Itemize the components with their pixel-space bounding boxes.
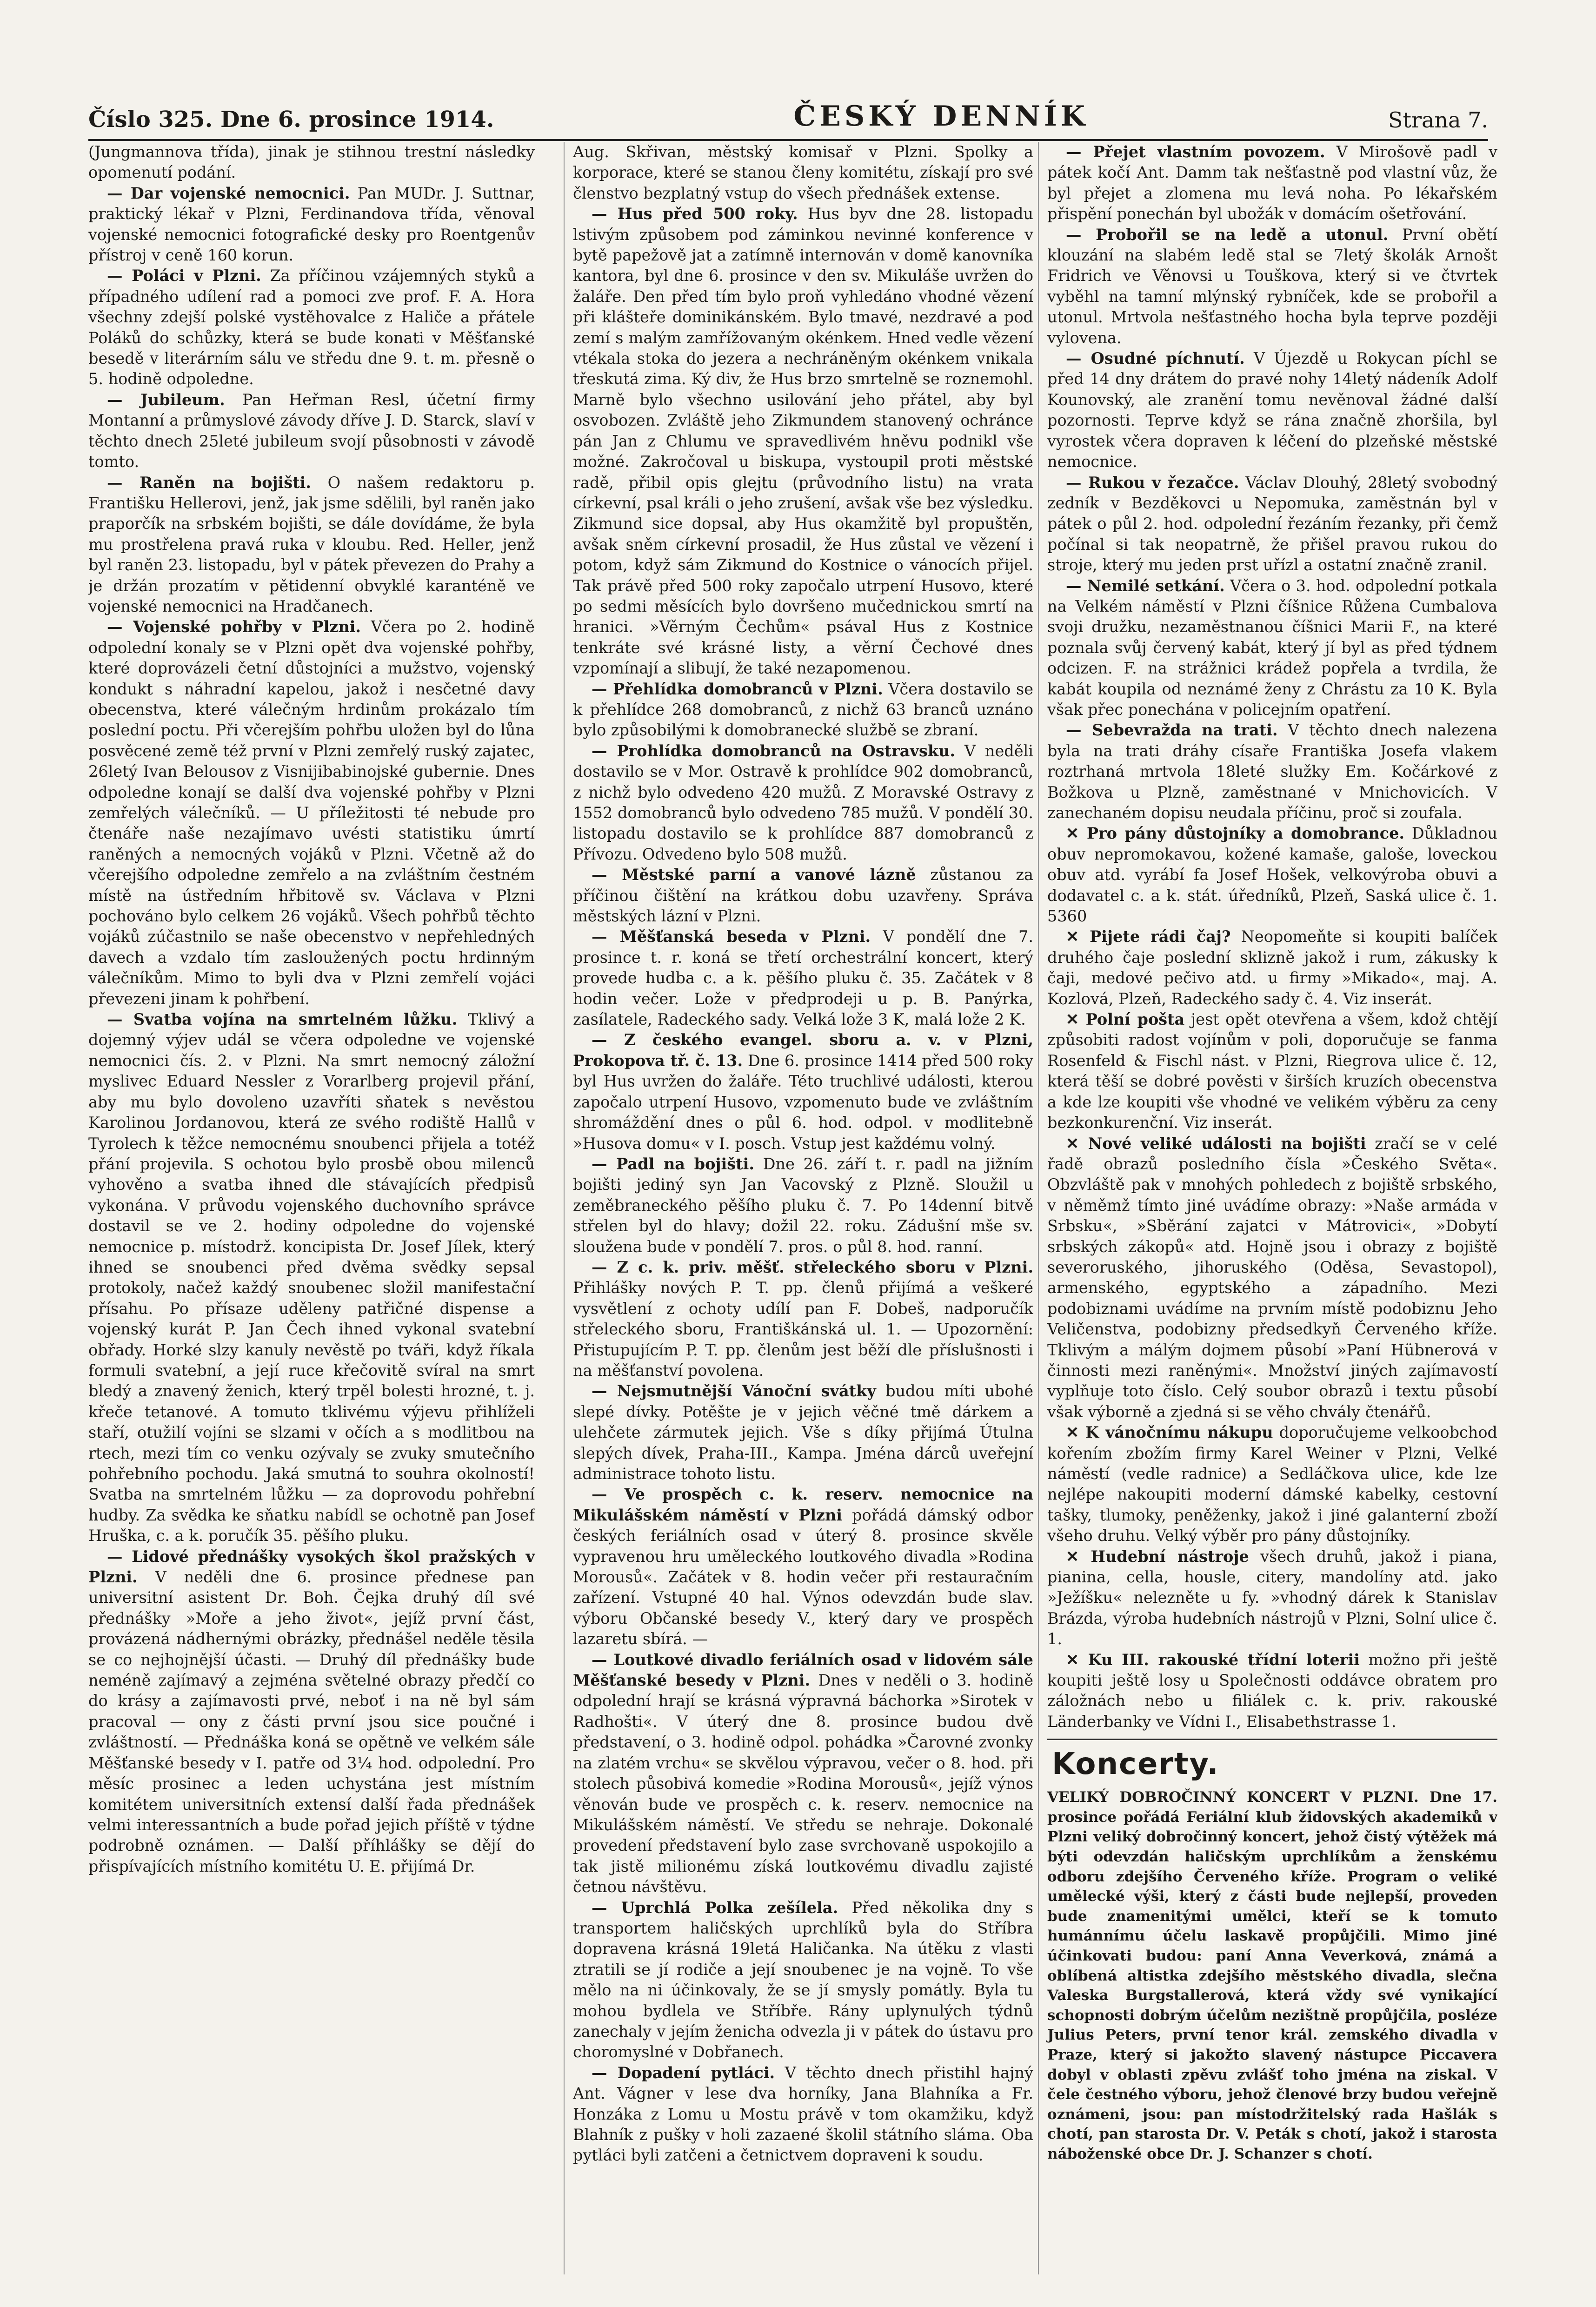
news-headline: — Loutkové divadlo feriálních osad v lidovém sále Měšťanské besedy v Plzni. [573,1650,1033,1690]
news-headline: — Dopadení pytláci. [592,2063,775,2082]
news-item [1047,576,1497,720]
news-text: Včera o 3. hod. odpolední potkala na Velkém náměstí v Plzni číšnice Růžena Cumbalova svoji družku, nezaměstnanou číšnici Marii F., na které poznala svůj červený kabát, který jí byl as před týdnem odcizen. F. na strážnici krádež popřela a tvrdila, že kabát koupila od neznámé ženy z Chrástu za 10 K. Byla však přec ponechána v policejním opatření. [1047,576,1497,719]
news-item [88,183,535,266]
news-item [88,266,535,389]
column-1 [88,142,535,2274]
news-text: V Újezdě u Rokycan píchl se před 14 dny drátem do pravé nohy 14letý nádeník Adolf Kounovský, ale zranění tomu nevěnoval žádné další pozornosti. Teprve když se rána značně zhoršila, byl vyrostek včera dopraven k léčení do plzeňské městské nemocnice. [1047,349,1497,471]
news-text: Dne 26. září t. r. padl na jižním bojišti jediný syn Jan Vacovský z Plzně. Sloužil u zeměbraneckého pěšího pluku č. 7. Po 14denní bitvě střelen byl do hlavy; dožil 22. roku. Zádušní mše sv. sloužena bude v pondělí 7. pros. o půl 8. hod. ranní. [573,1154,1033,1256]
news-headline: — Sebevražda na trati. [1066,721,1278,740]
news-text: V Mirošově padl v pátek kočí Ant. Damm tak nešťastně pod vlastní vůz, že byl přejet a zlomena mu levá noha. Po lékařském přispění ponechán byl ubožák v domácím ošetřování. [1047,143,1497,223]
news-item [573,927,1033,1030]
news-item [573,1257,1033,1381]
news-item [573,2063,1033,2166]
news-headline: — Hus před 500 roky. [592,205,798,223]
news-headline: — Probořil se na ledě a utonul. [1066,225,1389,244]
news-text: možno při ještě koupiti ještě losy u Společnosti oddávce obratem pro záložnách nebo u filiálek c. k. priv. rakouské Länderbanky ve Vídni I., Elisabethstrasse 1. [1047,1650,1497,1731]
news-headline: — Z c. k. priv. měšť. střeleckého sboru v Plzni. [592,1258,1033,1276]
news-headline: — Z českého evangel. sboru a. v. v Plzni, Prokopova tř. č. 13. [573,1031,1033,1070]
news-item [88,617,535,1009]
news-item [88,1547,535,1877]
news-text: pořádá dámský odbor českých feriálních osad v úterý 8. prosince skvěle vypravenou hru uměleckého loutkového divadla »Rodina Morousů«. Začátek v 8. hodin večer při restauračním zařízení. Vstupné 40 hal. Výnos odevzdán bude slav. výboru Občanské besedy V., který dary ve prospěch lazaretu sbírá. — [573,1506,1033,1648]
news-text: budou míti ubohé slepé dívky. Potěšte je v jejich věčné tmě dárkem a ulehčete zármutek jejich. Vše s díky přijímá Útulna slepých dívek, Praha-III., Kampa. Jména dárců uveřejní administrace tohoto listu. [573,1382,1033,1483]
news-headline: — Přejet vlastním povozem. [1066,143,1325,161]
news-headline: — Dar vojenské nemocnici. [107,184,350,202]
news-item [573,679,1033,741]
news-item [573,142,1033,204]
concert-announcement: VELIKÝ DOBROČINNÝ KONCERT V PLZNI. Dne 17. prosince pořádá Feriální klub židovských akademiků v Plzni veliký dobročinný koncert, jehož čistý výtěžek má býti odevzdán haličským uprchlíkům a ženskému odboru zdejšího Červeného kříže. Program o veliké umělecké výši, který z části bude nejlepší, proveden bude znamenitými umělci, kteří se k tomuto humánnímu účelu laskavě propůjčili. Mimo jiné účinkovati budou: paní Anna Veverková, známá a oblíbená altistka zdejšího městského divadla, slečna Valeska Burgstallerová, která vždy své vynikající schopnosti dobrým účelům nezištně propůjčila, posléze Julius Peters, první tenor král. zemského divadla v Praze, který si jakožto slavený nástupce Piccavera dobyl v oblasti zpěvu zvlášť toho jména na ziskal. V čele čestného výboru, jehož členové brzy budou veřejně oznámeni, jsou: pan místodržitelský rada Hašlák s chotí, pan starosta Dr. V. Peták s chotí, jakož i starosta náboženské obce Dr. J. Schanzer s chotí. [1047,1789,1497,2162]
news-text: V neděli dne 6. prosince přednese pan universitní asistent Dr. Boh. Čejka druhý díl své přednášky »Moře a jeho život«, jejíž první část, provázená nádhernými obrázky, přednášel neděle těsila se co nejhojnější účasti. — Druhý díl přednášky bude neméně zajímavý a zejména světelné obrazy předčí co do krásy a zajímavosti prvé, neboť i na ně byl sám pracoval — ony z části první jsou sice poučné i zvláštností. — Přednáška koná se opětně ve velkém sále Měšťanské besedy v I. patře od 3¼ hod. odpolední. Pro měsíc prosinec a leden uchystána jest místním komitétem universitních extensí další řada přednášek velmi interessantních a bude pořad jejich příště v týdne podrobně oznámen. — Další příhlášky se dějí do přispívajících místního komitétu U. E. přijímá Dr. [88,1568,535,1875]
news-headline: — Nejsmutnější Vánoční svátky [592,1382,876,1400]
news-headline: — Vojenské pohřby v Plzni. [107,618,361,636]
news-item [88,473,535,617]
news-headline: — Městské parní a vanové lázně [592,866,916,884]
news-text: zračí se v celé řadě obrazů posledního čísla »Českého Světa«. Obzvláště pak v mnohých pohledech z bojiště srbského, v něměmž tímto jiné uvádíme obrazy: »Naše armáda v Srbsku«, »Sběrání zajatci v Mátrovici«, »Dobytí srbských zákopů« atd. Hojně jsou i obrazy z bojiště severoruského, jihoruského (Oděsa, Sevastopol), armenského, egyptského a západního. Mezi podobiznami uvádíme na prvním místě podobiznu Jeho Veličenstva, podobizny předsedkyň Červeného kříže. Tklivým a málým dojmem působí »Paní Hübnerová v činnosti mezi raněnými«. Množství jiných zajímavostí vyplňuje toto číslo. Celý soubor obrazů i textu působí však výborně a zjedná si se věho chvály čtenářů. [1047,1134,1497,1421]
news-headline: — Uprchlá Polka zešílela. [592,1898,838,1917]
news-text: Pan Heřman Resl, účetní firmy Montanní a průmyslové závody dříve J. D. Starck, slaví v těchto dnech 25leté jubileum svojí působnosti v závodě tomto. [88,390,535,471]
news-text: jest opět otevřena a všem, kdož chtějí způsobiti radost vojínům v poli, doporučuje se fanma Rosenfeld & Fischl nást. v Plzni, Riegrova ulice č. 12, která těší se dobré pověsti v širších kruzích obecenstva a kde lze koupiti vše vhodné ve velikém výběru za ceny bezkonkurenční. Viz inserát. [1047,1010,1497,1132]
news-text: První obětí klouzání na slabém ledě stal se 7letý školák Arnošt Fridrich ve Věnovsi u Touškova, který si ve čtvrtek vyběhl na tamní mlýnský rybníček, kde se probořil a utonul. Mrtvola nešťastného hocha byla teprve později vylovena. [1047,225,1497,347]
news-headline: ✕ Ku III. rakouské třídní loterii [1066,1650,1360,1669]
news-item [573,1484,1033,1649]
news-text: doporučujeme velkoobchod kořením zbožím firmy Karel Weiner v Plzni, Velké náměstí (vedle radnice) a Sedláčkova ulice, kde lze nejlépe nakoupiti moderní dámské kabelky, cestovní tašky, tlumoky, peněženky, jakož i jiné galanterní zboží všeho druhu. Velký výběr pro pány důstojníky. [1047,1423,1497,1545]
news-item [573,1381,1033,1484]
news-headline: — Raněn na bojišti. [107,473,312,492]
news-headline: ✕ Hudební nástroje [1066,1547,1249,1566]
news-item [1047,1650,1497,1733]
news-item [573,865,1033,927]
news-headline: — Lidové přednášky vysokých škol pražských v Plzni. [88,1547,535,1587]
news-text: Dnes v neděli o 3. hodině odpolední hrají se krásná výpravná báchorka »Sirotek v Radhošti«. V úterý dne 8. prosince budou dvě představení, o 3. hodině odpol. pohádka »Čarovné zvonky na zlatém vrchu« se skvělou výpravou, večer o 8. hod. při stolech působivá komedie »Rodina Morousů«, jejíž výnos věnován bude ve prospěch c. k. reserv. nemocnice na Mikulášském náměstí. Ve středu se nehraje. Dokonalé provedení představení bylo zase svrchovaně uspokojilo a tak jistě milionému získá loutkovému divadlu zajisté četnou návštěvu. [573,1671,1033,1896]
news-item [573,1154,1033,1257]
news-headline: — Padl na bojišti. [592,1154,754,1173]
news-headline: — Jubileum. [107,390,225,409]
news-headline: — Ve prospěch c. k. reserv. nemocnice na Mikulášském náměstí v Plzni [573,1485,1033,1524]
page-header [88,95,1488,141]
news-text: Přihlášky nových P. T. pp. členů přijímá a veškeré vysvětlení z ochoty udílí pan F. Dobeš, nadporučík střeleckého sboru, Františkánská ul. 1. — Upozornění: Přistupujícím P. T. pp. členům jest běží dle příslušnosti i na měšťanství povolena. [573,1279,1033,1380]
news-text: V těchto dnech nalezena byla na trati dráhy císaře Františka Josefa vlakem roztrhaná mrtvola 18leté služky Em. Kočárkové z Božkova u Plzně, zaměstnané v Mnichovicích. V zanechaném dopisu neudala příčinu, proč si zoufala. [1047,721,1497,822]
section-divider [1047,1739,1497,1740]
news-text: (Jungmannova třída), jinak je stihnou trestní následky opomenutí podání. [88,143,535,182]
news-headline: — Rukou v řezačce. [1066,473,1239,492]
news-headline: — Měšťanská beseda v Plzni. [592,927,871,946]
news-text: Za příčinou vzájemných styků a případného udílení rad a pomoci zve prof. F. A. Hora všechny zdejší polské vystěhovalce z Haliče a přátele Poláků do schůzky, která se bude konati v Měšťanské besedě v literárním sálu ve středu dne 9. t. m. přesně o 5. hodině odpoledne. [88,267,535,388]
news-text: Včera dostavilo se k přehlídce 268 domobranců, z nichž 63 branců uznáno bylo způsobilými k domobranecké službě se zbraní. [573,680,1033,740]
news-headline: — Svatba vojína na smrtelném lůžku. [107,1010,458,1029]
news-item [573,204,1033,679]
news-headline: — Poláci v Plzni. [107,267,261,285]
news-item [88,390,535,473]
news-text: Aug. Skřivan, městský komisař v Plzni. Spolky a korporace, které se stanou členy komitétu, získají pro své členstvo bezplatný vstup do všech přednášek extense. [573,143,1033,202]
column-3 [1038,142,1497,2274]
news-headline: ✕ Pro pány důstojníky a domobrance. [1066,824,1405,843]
news-text: O našem redaktoru p. Františku Hellerovi, jenž, jak jsme sdělili, byl raněn jako praporčík na srbském bojišti, se dále dovídáme, že byla mu prostřelena pravá ruka v kloubu. Red. Heller, jenž byl raněn 23. listopadu, byl v pátek převezen do Prahy a je držán prozatím v pětidenní obvyklé karanténě ve vojenské nemocnici na Hradčanech. [88,473,535,615]
news-text: Václav Dlouhý, 28letý svobodný zedník v Bezděkovci u Nepomuka, zaměstnán byl v pátek o půl 2. hod. odpolední řezáním řezanky, při čemž počínal si tak neopatrně, že přišel pravou rukou do stroje, který mu jeden prst uřízl a ostatní značně zranil. [1047,473,1497,574]
news-item [1047,720,1497,823]
news-item [1047,225,1497,348]
news-text: V neděli dostavilo se v Mor. Ostravě k prohlídce 902 domobranců, z nichž bylo odvedeno 420 mužů. Z Moravské Ostravy z 1552 domobranců bylo odvedeno 785 mužů. V pondělí 30. listopadu dostavilo se k prohlídce 887 domobranců z Přívozu. Odvedeno bylo 508 mužů. [573,741,1033,863]
news-headline: ✕ Nové veliké události na bojišti [1066,1134,1366,1153]
concerts-section-title: Koncerty. [1052,1747,1219,1782]
news-item [88,142,535,183]
news-text: všech druhů, jakož i piana, pianina, cella, housle, citery, mandolíny atd. jako »Ježíšku« nelezněte u fy. »vhodný dárek k Stanislav Brázda, výroba hudebních nástrojů v Plzni, Solní ulice č. 1. [1047,1547,1497,1648]
news-item [1047,927,1497,1009]
news-headline: — Nemilé setkání. [1066,576,1225,595]
column-2 [564,142,1033,2274]
news-text: V pondělí dne 7. prosince t. r. koná se třetí orchestrální koncert, který provede hudba c. a k. pěšího pluku č. 35. Začátek v 8 hodin večer. Lože v předprodeji u p. B. Panýrka, zasílatele, Radeckého sady. Velká lože 3 K, malá lože 2 K. [573,927,1033,1029]
news-headline: — Prohlídka domobranců na Ostravsku. [592,741,956,760]
masthead-title: ČESKÝ DENNÍK [793,100,1089,133]
news-item [573,1030,1033,1154]
news-text: Před několika dny s transportem haličských uprchlíků byla do Stříbra dopravena krásná 19letá Haličanka. Na útěku z vlasti ztratili se jí rodiče a její snoubenec je na vojně. To vše mělo na ni účinkovaly, že se jí smysly pomátly. Byla tu mohou bydlela ve Stříbře. Rány uplynulých týdnů zanechaly v jejím ženicha odvezla ji v pátek do ústavu pro choromyslné v Dobřanech. [573,1898,1033,2061]
news-item [1047,1547,1497,1650]
news-headline: — Osudné píchnutí. [1066,349,1245,368]
news-headline: ✕ Polní pošta [1066,1010,1185,1029]
issue-date: Číslo 325. Dne 6. prosince 1914. [88,107,494,133]
news-text: Důkladnou obuv nepromokavou, kožené kamaše, galoše, loveckou obuv atd. vyrábí fa Josef Hošek, velkovýroba obuvi a dodavatel c. a k. stát. úředníků, Plzeň, Saská ulice č. 1. 5360 [1047,824,1497,926]
news-text: V těchto dnech přistihl hajný Ant. Vágner v lese dva horníky, Jana Blahníka a Fr. Honzáka z Lomu u Mostu právě v tom okamžiku, když Blahník z pušky v holi zazaené školil státního sláma. Oba pytláci byli zatčeni a četnictvem dopraveni k soudu. [573,2063,1033,2165]
news-text: Pan MUDr. J. Suttnar, praktický lékař v Plzni, Ferdinandova třída, věnoval vojenské nemocnici fotografické desky pro Roentgenův přístroj v ceně 160 korun. [88,184,535,265]
news-text: Hus byv dne 28. listopadu lstivým způsobem pod záminkou nevinné konference v bytě papežově jat a zatímně internován v domě kanovníka kantora, byl dne 6. prosince v den sv. Mikuláše uvržen do žaláře. Den před tím bylo proň vyhledáno vhodné vězení při klášteře dominikánském. Bylo tmavé, nezdravé a pod zemí s malým zamřížovaným okénkem. Hned vedle vězení vtékala stoka do jezera a nechráněným okénkem vnikala třeskutá zima. Ký div, že Hus brzo smrtelně se roznemohl. Marně bylo všechno usilování jeho přátel, aby byl osvobozen. Zvláště jeho Zikmundem stanovený ochránce pán Jan z Chlumu ve spravedlivém hněvu podnikl vše možné. Zakročoval u biskupa, vystoupil proti městské radě, přibil opis glejtu (průvodního listu) na vrata církevní, psal králi o jeho zrušení, avšak vše bez výsledku. Zikmund sice dopsal, aby Hus okamžitě byl propuštěn, avšak sněm církevní prosadil, že Hus zůstal ve vězení i potom, když sám Zikmund do Kostnice o vánocích přijel. Tak právě před 500 roky započalo utrpení Husovo, které po sedmi měsících bylo dovršeno mučednickou smrtí na hranici. »Věrným Čechům« psával Hus z Kostnice tenkráte své krásné listy, a věrní Čechové dnes vzpomínají a slibují, že také nezapomenou. [573,205,1033,678]
news-headline: ✕ K vánočnímu nákupu [1066,1423,1273,1442]
news-item [1047,1009,1497,1133]
news-text: zůstanou za příčinou čištění na krátkou dobu uzavřeny. Správa městských lázní v Plzni. [573,866,1033,926]
news-item [1047,823,1497,927]
news-item [1047,1422,1497,1546]
news-item [88,1009,535,1547]
news-headline: — Přehlídka domobranců v Plzni. [592,680,883,698]
news-text: Včera po 2. hodině odpolední konaly se v Plzni opět dva vojenské pohřby, které doprovázeli četní důstojníci a mužstvo, vojenský kondukt s náhradní kapelou, jakož i nesčetné davy obecenstva, které válečným hrdinům prokázalo tím poslední poctu. Při včerejším pohřbu uložen byl do lůna posvěcené země též první v Plzni zemřelý ruský zajatec, 26letý Ivan Belousov z Visnijibabinojské gubernie. Dnes odpoledne konají se další dva vojenské pohřby v Plzni zemřelých válečníků. — U příležitosti té nebude pro čtenáře naše nezajímavo uvésti statistiku úmrtí raněných a nemocných vojáků v Plzni. Včetně až do včerejšího odpoledne zemřelo a na zvláštním čestném místě na ústředním hřbitově sv. Václava v Plzni pochováno bylo celkem 26 vojáků. Všech pohřbů těchto vojáků zúčastnilo se naše obecenstvo v nepřehledných davech a vzdalo tím zasloužených poctu hrdinným válečníkům. Mimo to byli dva v Plzni zemřelí vojáci převezeni jinam k pohřbení. [88,618,535,1008]
news-text: Tklivý a dojemný výjev udál se včera odpoledne ve vojenské nemocnici čís. 2. v Plzni. Na smrt nemocný záložní myslivec Eduard Nessler z Vorarlberg projevil přání, aby mu bylo dovoleno uzavříti sňatek s nevěstou Karolinou Jordanovou, která ze svého rodiště Hallů v Tyrolech k těžce nemocnému snoubenci přijela a totéž přání projevila. S ochotou bylo prosbě obou milenců vyhověno a svatba ihned dle stávajících předpisů vykonána. V průvodu vojenského duchovního správce dostavil se ve 2. hodiny odpoledne do vojenské nemocnice p. místodrž. koncipista Dr. Josef Jílek, který ihned se snoubenci před dvěma svědky sepsal protokoly, načež každý snoubenec složil manifestační přísahu. Po přísaze uděleny patřičné dispense a vojenský kurát P. Jan Čech ihned vykonal svatební obřady. Horké slzy kanuly nevěstě po tváři, když říkala formuli svatební, a její ruce křečovitě svíral na smrt bledý a znavený ženich, který trpěl bolesti hrozné, t. j. křeče tetanové. A tomuto tklivému výjevu přihlíželi staří, otužilí vojíni se slzami v očích a s modlitbou na rtech, mezi tím co venku ozývaly se zvuky smutečního pohřebního pochodu. Jaká smutná to souhra okolností! Svatba na smrtelném lůžku — za doprovodu pohřební hudby. Za svědka ke sňatku nabídl se ochotně pan Josef Hruška, c. a k. poručík 35. pěšího pluku. [88,1010,535,1545]
news-item [1047,348,1497,472]
news-item [1047,1133,1497,1423]
news-item [1047,473,1497,576]
news-text: Dne 6. prosince 1414 před 500 roky byl Hus uvržen do žaláře. Této truchlivé události, kterou započalo utrpení Husovo, vzpomenuto bude ve zvláštním shromáždění dnes o půl 6. hod. odpol. v modlitebně »Husova domu« v I. posch. Vstup jest každému volný. [573,1051,1033,1153]
news-item [1047,142,1497,225]
news-headline: ✕ Pijete rádi čaj? [1066,927,1231,946]
news-item [573,1650,1033,1898]
news-text: Neopomeňte si koupiti balíček druhého čaje poslední sklizně jakož i rum, zákusky k čaji, medové pečivo atd. u firmy »Mikado«, maj. A. Kozlová, Plzeň, Radeckého sady č. 4. Viz inserát. [1047,927,1497,1008]
news-item [573,741,1033,865]
news-item [573,1898,1033,2063]
page-number: Strana 7. [1388,107,1488,133]
